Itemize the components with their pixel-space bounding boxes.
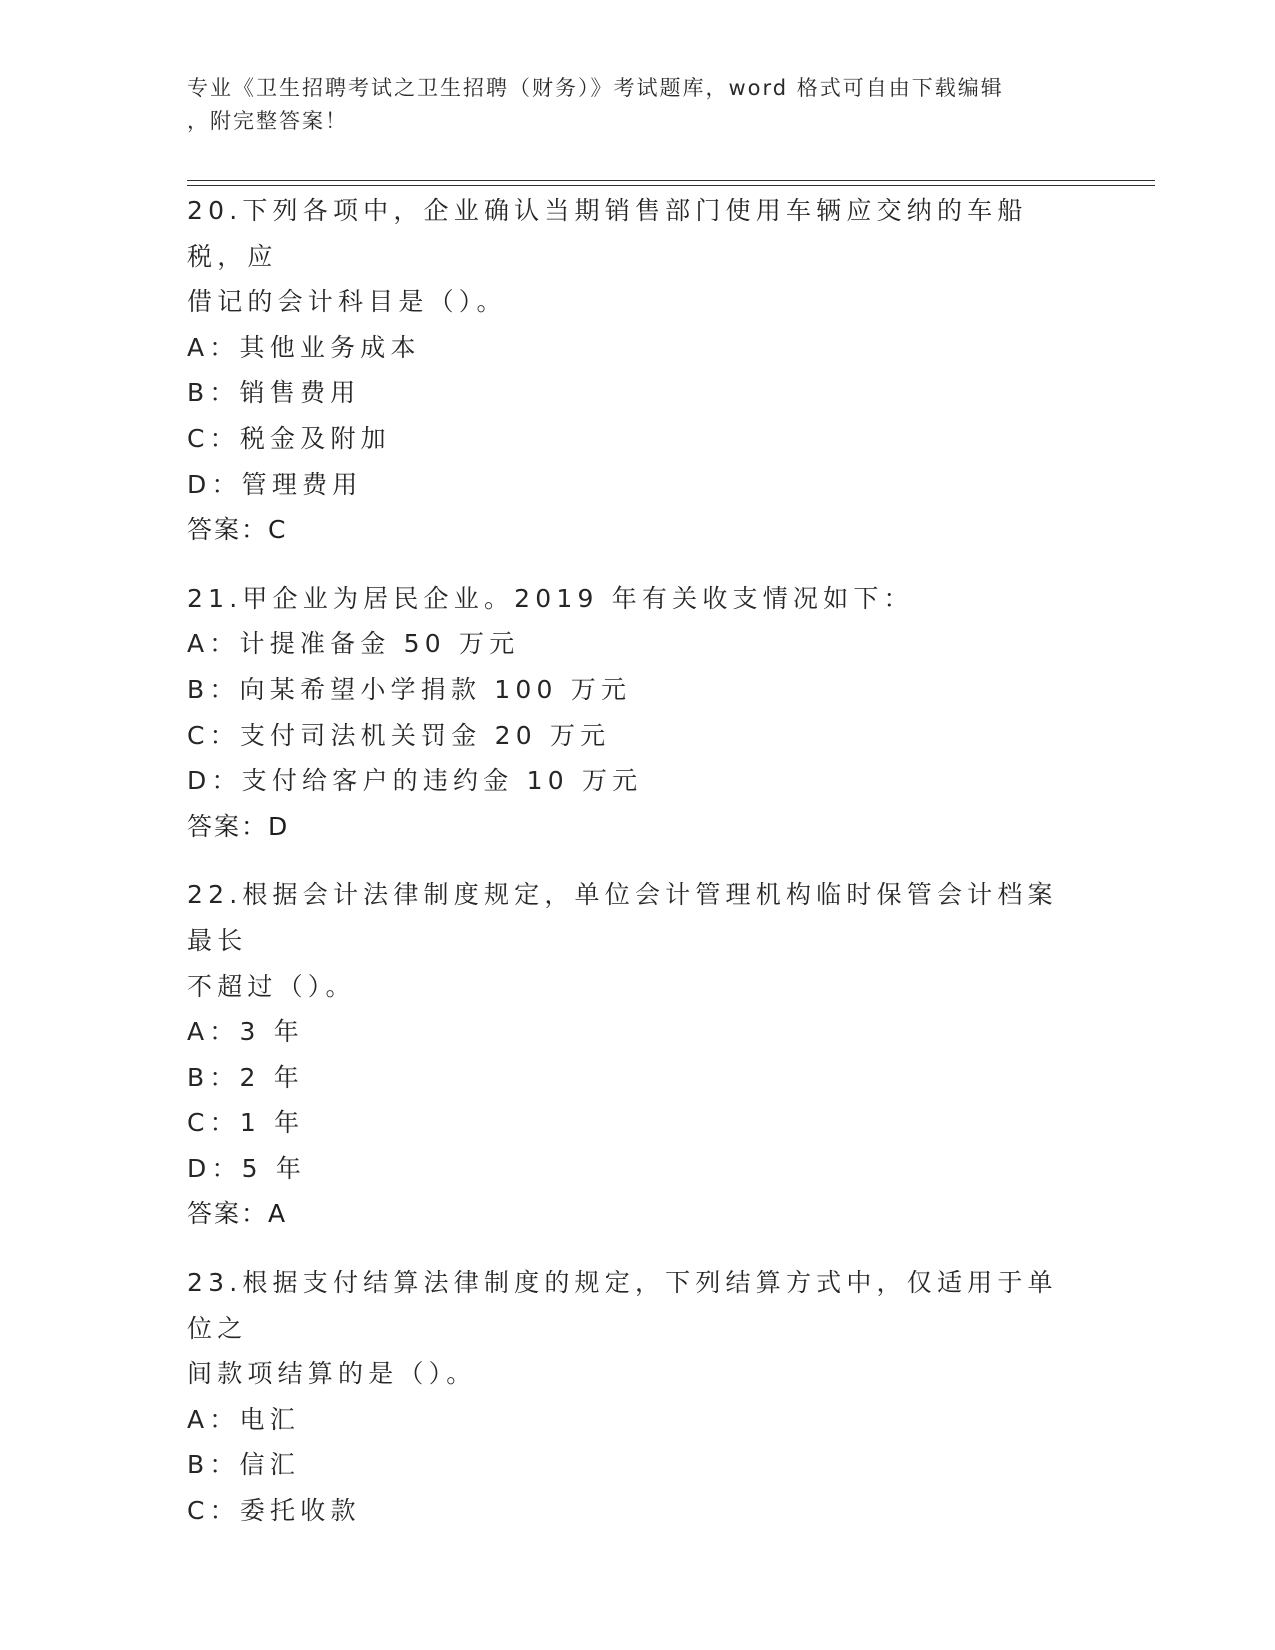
document-header bbox=[187, 72, 1087, 138]
question-20 bbox=[187, 188, 1087, 553]
option-a: A：3 年 bbox=[187, 1017, 304, 1047]
question-stem: 21.甲企业为居民企业。2019 年有关收支情况如下： bbox=[187, 583, 914, 613]
option-c: C：支付司法机关罚金 20 万元 bbox=[187, 720, 611, 750]
option-c: C：委托收款 bbox=[187, 1496, 361, 1526]
answer-line: 答案：D bbox=[187, 811, 290, 841]
question-list bbox=[187, 188, 1087, 1557]
question-stem: 23.根据支付结算法律制度的规定，下列结算方式中，仅适用于单位之 bbox=[187, 1268, 1058, 1343]
option-b: B：向某希望小学捐款 100 万元 bbox=[187, 674, 632, 704]
question-22 bbox=[187, 872, 1087, 1237]
option-c: C：税金及附加 bbox=[187, 423, 391, 453]
option-d: D：管理费用 bbox=[187, 469, 363, 499]
header-divider-bottom bbox=[187, 185, 1155, 186]
option-a: A：其他业务成本 bbox=[187, 332, 421, 362]
header-divider-top bbox=[187, 180, 1155, 181]
option-d: D：支付给客户的违约金 10 万元 bbox=[187, 766, 643, 796]
answer-line: 答案：A bbox=[187, 1199, 288, 1229]
header-line-2: ，附完整答案！ bbox=[187, 109, 348, 133]
question-stem-continued: 借记的会计科目是（）。 bbox=[187, 287, 507, 317]
option-b: B：信汇 bbox=[187, 1450, 300, 1480]
option-a: A：计提准备金 50 万元 bbox=[187, 629, 520, 659]
question-stem-continued: 间款项结算的是（）。 bbox=[187, 1359, 477, 1389]
option-a: A：电汇 bbox=[187, 1404, 300, 1434]
question-stem: 20.下列各项中，企业确认当期销售部门使用车辆应交纳的车船税，应 bbox=[187, 196, 1028, 271]
option-b: B：2 年 bbox=[187, 1062, 305, 1092]
question-23 bbox=[187, 1260, 1087, 1534]
option-c: C：1 年 bbox=[187, 1108, 305, 1138]
header-line-1: 专业《卫生招聘考试之卫生招聘（财务）》考试题库，word 格式可自由下载编辑 bbox=[187, 76, 1004, 100]
option-d: D：5 年 bbox=[187, 1153, 307, 1183]
option-b: B：销售费用 bbox=[187, 378, 361, 408]
question-21 bbox=[187, 576, 1087, 850]
question-stem: 22.根据会计法律制度规定，单位会计管理机构临时保管会计档案最长 bbox=[187, 880, 1058, 955]
answer-line: 答案：C bbox=[187, 515, 288, 545]
question-stem-continued: 不超过（）。 bbox=[187, 971, 356, 1001]
